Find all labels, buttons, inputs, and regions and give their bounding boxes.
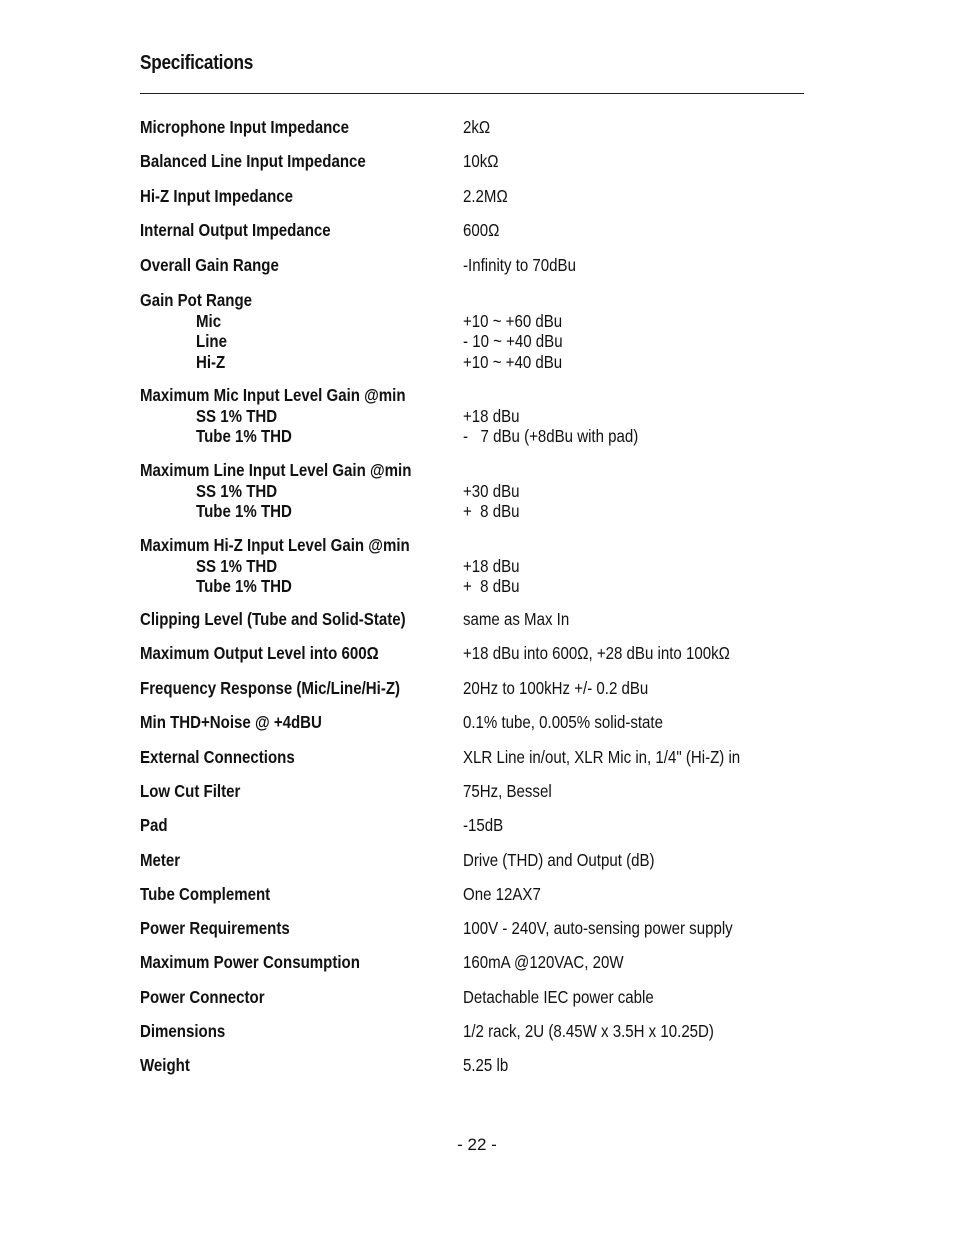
spec-label: Power Requirements [140,918,290,938]
spec-value: same as Max In [463,609,570,629]
spec-value: 75Hz, Bessel [463,781,552,801]
spec-value: 0.1% tube, 0.005% solid-state [463,712,663,732]
spec-label: Overall Gain Range [140,255,279,275]
spec-sub-value: +18 dBu [463,555,520,576]
spec-value: 20Hz to 100kHz +/- 0.2 dBu [463,678,649,698]
spec-label: Weight [140,1055,190,1075]
spec-sub-value: +30 dBu [463,480,520,501]
page-title: Specifications [140,52,254,74]
spec-label: Balanced Line Input Impedance [140,151,366,171]
spec-label: Maximum Power Consumption [140,952,360,972]
spec-label: Maximum Output Level into 600Ω [140,643,379,663]
spec-value: +18 dBu into 600Ω, +28 dBu into 100kΩ [463,643,730,663]
spec-value: 10kΩ [463,151,499,171]
spec-value: One 12AX7 [463,884,541,904]
spec-value: 600Ω [463,220,500,240]
spec-value: 160mA @120VAC, 20W [463,952,624,972]
spec-value: Detachable IEC power cable [463,987,654,1007]
spec-label: Gain Pot Range [140,290,253,310]
spec-label: Pad [140,815,168,835]
spec-label: Clipping Level (Tube and Solid-State) [140,609,406,629]
spec-value: -Infinity to 70dBu [463,255,576,275]
spec-label: Meter [140,850,181,870]
spec-label: Dimensions [140,1021,226,1041]
spec-value: XLR Line in/out, XLR Mic in, 1/4" (Hi-Z) in [463,747,741,767]
spec-label: Maximum Mic Input Level Gain @min [140,385,406,405]
spec-value: -15dB [463,815,504,835]
spec-label: Min THD+Noise @ +4dBU [140,712,322,732]
spec-label: Low Cut Filter [140,781,241,801]
spec-label: Hi-Z Input Impedance [140,186,294,206]
spec-sub-value: +18 dBu [463,405,520,426]
spec-value: 2.2MΩ [463,186,508,206]
spec-label: Microphone Input Impedance [140,117,350,137]
spec-sub-label: Tube 1% THD [196,501,292,521]
spec-label: Maximum Line Input Level Gain @min [140,460,412,480]
spec-sub-value: + 8 dBu [463,501,520,521]
spec-value: 5.25 lb [463,1055,509,1075]
page-number: - 22 - [457,1135,497,1154]
spec-sub-label: SS 1% THD [196,555,278,576]
spec-label: Internal Output Impedance [140,220,331,240]
spec-sub-value: + 8 dBu [463,576,520,596]
spec-label: Power Connector [140,987,265,1007]
spec-label: Frequency Response (Mic/Line/Hi-Z) [140,678,401,698]
spec-label: Maximum Hi-Z Input Level Gain @min [140,535,410,555]
spec-sub-value: - 7 dBu (+8dBu with pad) [463,426,639,446]
spec-sub-value: - 10 ~ +40 dBu [463,331,563,351]
spec-value: Drive (THD) and Output (dB) [463,850,655,870]
spec-sub-label: Tube 1% THD [196,576,292,596]
spec-sub-label: Hi-Z [196,351,226,372]
spec-sub-value: +10 ~ +40 dBu [463,351,563,372]
spec-sub-label: Mic [196,310,222,331]
spec-sub-value: +10 ~ +60 dBu [463,310,563,331]
spec-sub-label: SS 1% THD [196,405,278,426]
spec-label: External Connections [140,747,295,767]
spec-sub-label: Line [196,331,227,351]
spec-value: 2kΩ [463,117,491,137]
spec-value: 1/2 rack, 2U (8.45W x 3.5H x 10.25D) [463,1021,714,1041]
spec-label: Tube Complement [140,884,271,904]
spec-sub-label: SS 1% THD [196,480,278,501]
spec-sub-label: Tube 1% THD [196,426,292,446]
spec-value: 100V - 240V, auto-sensing power supply [463,918,733,938]
